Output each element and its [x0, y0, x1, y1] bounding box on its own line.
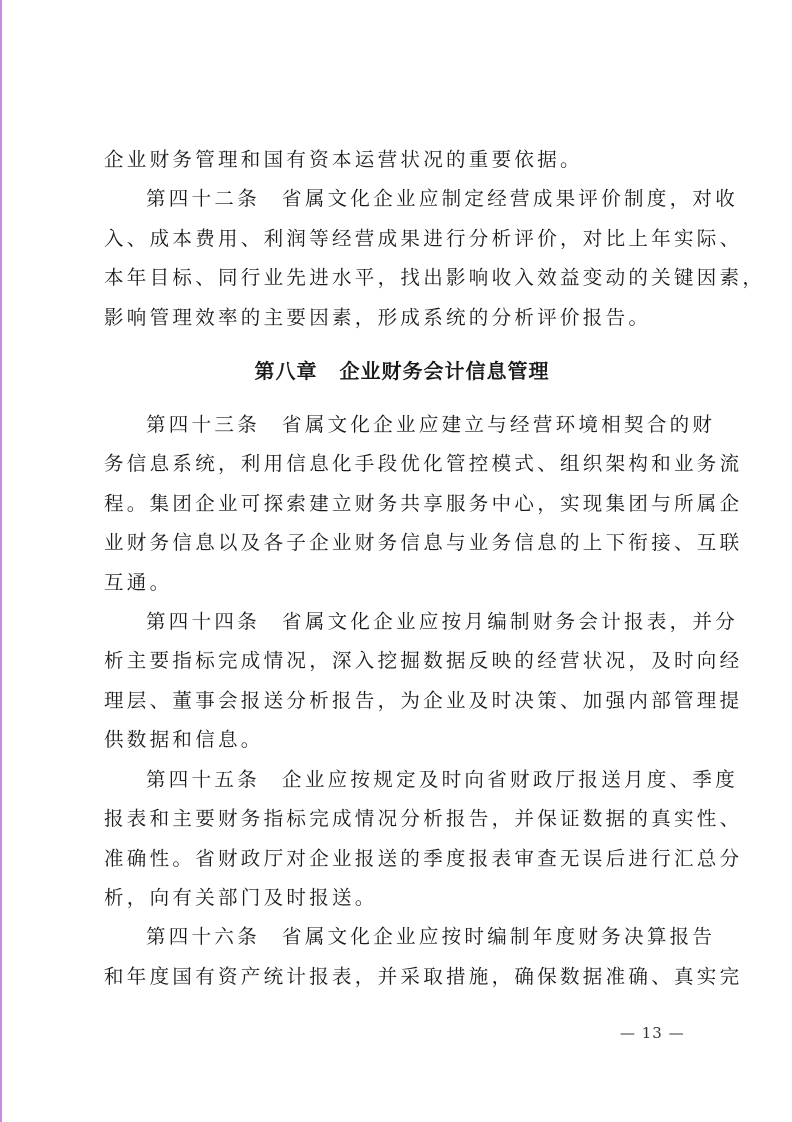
text-line: 互通。: [104, 570, 173, 594]
page-number: — 13 —: [620, 1024, 685, 1042]
text-line: 本年目标、同行业先进水平，找出影响收入效益变动的关键因素，: [104, 266, 766, 290]
text-line: 供数据和信息。: [104, 728, 264, 752]
text-line-content: 省属文化企业应建立与经营环境相契合的财: [282, 413, 716, 437]
chapter-title: 企业财务会计信息管理: [339, 359, 550, 384]
article-43: [104, 405, 743, 602]
text-line: 影响管理效率的主要因素，形成系统的分析评价报告。: [104, 305, 652, 329]
article-44: [104, 602, 743, 760]
article-number: 第四十三条: [146, 413, 261, 437]
text-line: 入、成本费用、利润等经营成果进行分析评价，对比上年实际、: [104, 226, 743, 250]
article-45: [104, 760, 743, 918]
text-line: 业财务信息以及各子企业财务信息与业务信息的上下衔接、互联: [104, 531, 743, 555]
text-line: 理层、董事会报送分析报告，为企业及时决策、加强内部管理提: [104, 688, 743, 712]
article-number: 第四十五条: [146, 767, 261, 791]
text-line: 析主要指标完成情况，深入挖掘数据反映的经营状况，及时向经: [104, 649, 743, 673]
page-edge-rule: [0, 0, 2, 1122]
text-line: 和年度国有资产统计报表，并采取措施，确保数据准确、真实完: [104, 964, 743, 988]
text-line: [104, 602, 739, 641]
text-line-content: 企业应按规定及时向省财政厅报送月度、季度: [282, 767, 739, 791]
article-number: 第四十四条: [146, 610, 261, 634]
text-line: 程。集团企业可探索建立财务共享服务中心，实现集团与所属企: [104, 491, 743, 515]
text-line: [104, 179, 739, 218]
chapter-number: 第八章: [254, 359, 318, 384]
text-line-content: 省属文化企业应制定经营成果评价制度，对收: [282, 187, 739, 211]
article-number: 第四十二条: [146, 187, 261, 211]
chapter-heading: [104, 349, 704, 393]
article-46: [104, 917, 743, 996]
text-line: 报表和主要财务指标完成情况分析报告，并保证数据的真实性、: [104, 807, 743, 831]
text-line: [104, 917, 716, 956]
text-line: 准确性。省财政厅对企业报送的季度报表审查无误后进行汇总分: [104, 846, 743, 870]
text-line: [104, 405, 716, 444]
text-line: 析，向有关部门及时报送。: [104, 885, 378, 909]
text-line: 企业财务管理和国有资本运营状况的重要依据。: [104, 148, 583, 171]
article-number: 第四十六条: [146, 925, 261, 949]
article-42: [104, 179, 766, 337]
text-line: [104, 760, 739, 799]
document-page: [104, 140, 766, 996]
text-line-content: 省属文化企业应按时编制年度财务决算报告: [282, 925, 716, 949]
text-line-content: 省属文化企业应按月编制财务会计报表，并分: [282, 610, 739, 634]
paragraph-continuation: [104, 140, 704, 179]
text-line: 务信息系统，利用信息化手段优化管控模式、组织架构和业务流: [104, 452, 743, 476]
